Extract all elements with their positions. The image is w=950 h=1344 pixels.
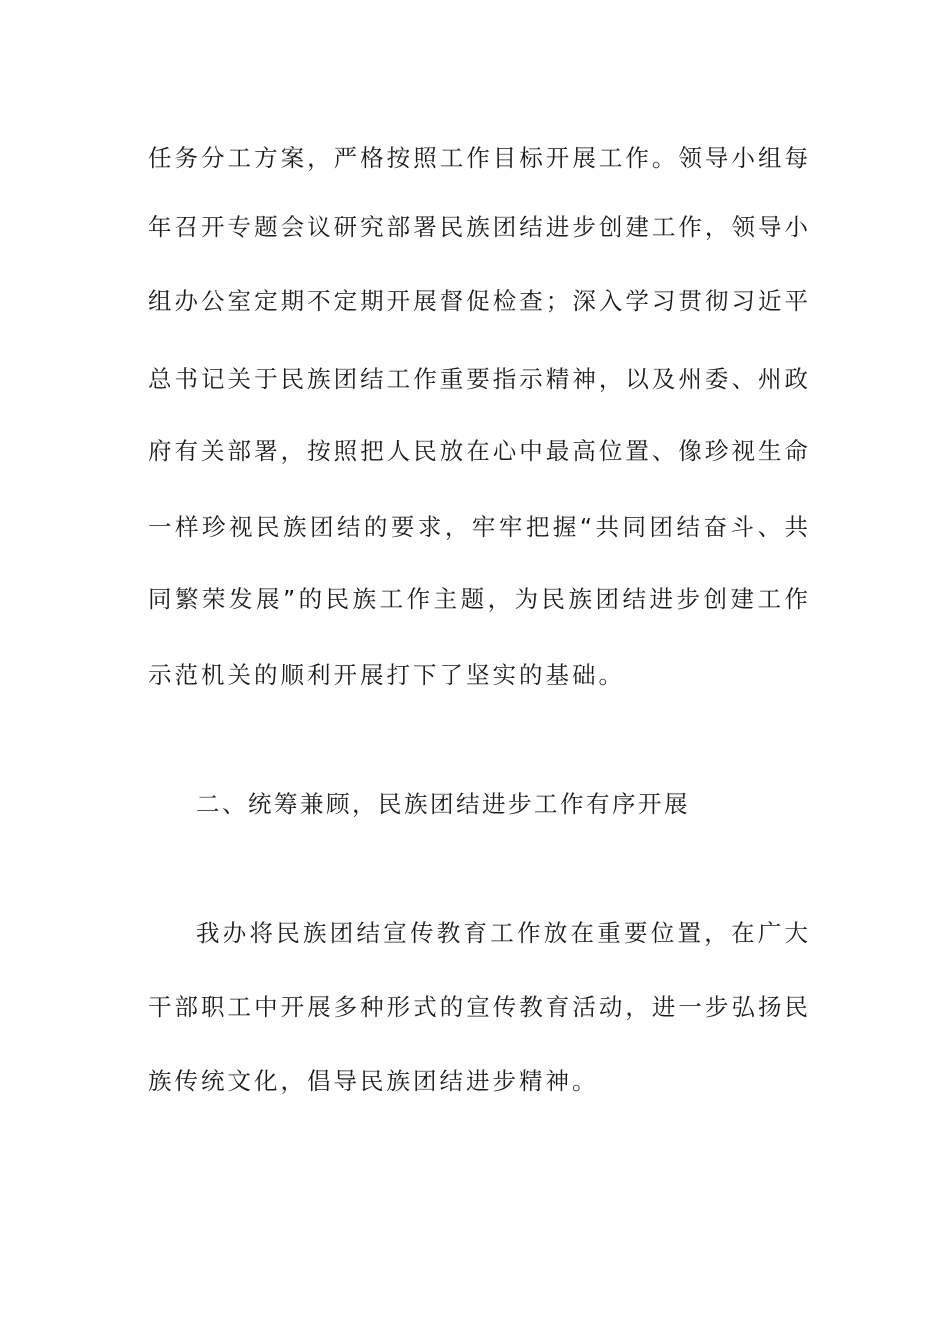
paragraph-2-line-2: 干部职工中开展多种形式的宣传教育活动，进一步弘扬民: [148, 993, 808, 1021]
paragraph-1-line-6: 一样珍视民族团结的要求，牢牢把握“共同团结奋斗、共: [148, 513, 808, 541]
paragraph-1-line-3: 组办公室定期不定期开展督促检查；深入学习贯彻习近平: [148, 287, 808, 315]
paragraph-1-line-8: 示范机关的顺利开展打下了坚实的基础。: [148, 661, 625, 689]
paragraph-2-line-3: 族传统文化，倡导民族团结进步精神。: [148, 1067, 599, 1095]
paragraph-1-line-5: 府有关部署，按照把人民放在心中最高位置、像珍视生命: [148, 437, 808, 465]
paragraph-1-line-7: 同繁荣发展”的民族工作主题，为民族团结进步创建工作: [148, 585, 808, 613]
paragraph-1-line-4: 总书记关于民族团结工作重要指示精神，以及州委、州政: [148, 365, 808, 393]
section-2-heading: 二、统筹兼顾，民族团结进步工作有序开展: [196, 790, 690, 818]
paragraph-2-line-1: 我办将民族团结宣传教育工作放在重要位置，在广大: [196, 919, 808, 947]
paragraph-1-line-1: 任务分工方案，严格按照工作目标开展工作。领导小组每: [148, 144, 808, 172]
paragraph-1-line-2: 年召开专题会议研究部署民族团结进步创建工作，领导小: [148, 213, 808, 241]
